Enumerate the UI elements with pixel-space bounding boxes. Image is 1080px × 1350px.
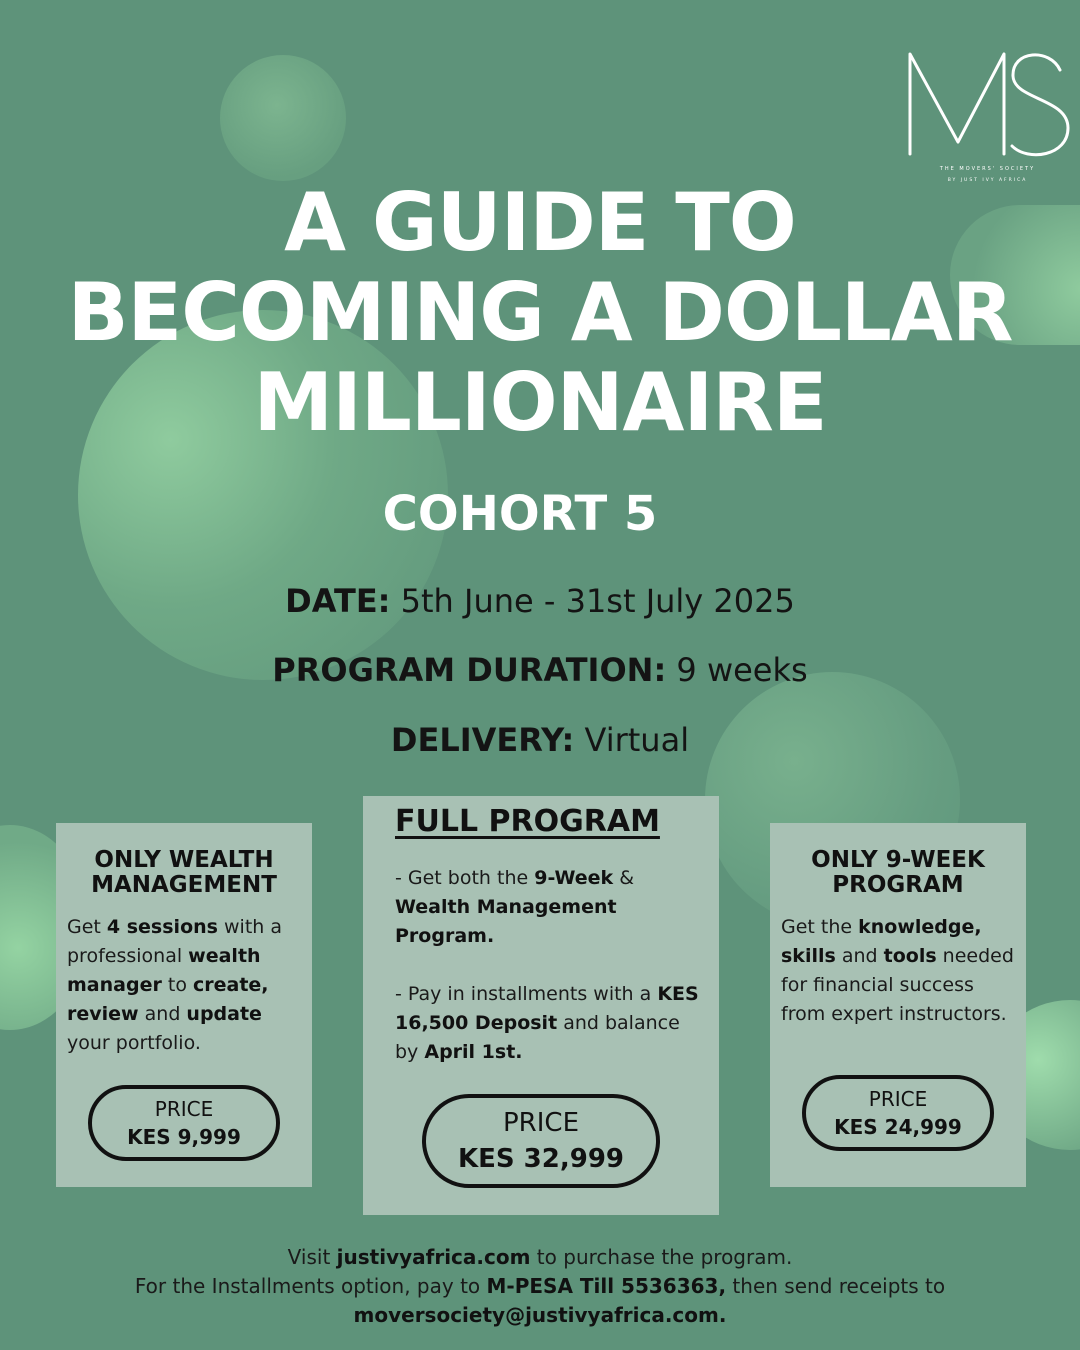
text: & [613,867,635,889]
footer [0,1243,1080,1330]
bold-text: knowledge, skills [781,916,982,967]
logo-subcaption: BY JUST IVY AFRICA [947,178,1028,183]
footer-line [0,1301,1080,1330]
title-line: BECOMING A DOLLAR [67,266,1013,359]
decorative-bubble [220,55,346,181]
email-link[interactable]: moversociety@justivyafrica.com. [353,1303,727,1327]
bold-text: April 1st. [424,1041,523,1063]
bold-text: KES 16,500 Deposit [395,983,699,1034]
bold-text: tools [883,945,937,967]
price-amount: KES 32,999 [457,1144,625,1174]
price-label: PRICE [154,1097,214,1121]
bold-text: wealth manager [67,945,261,996]
price-badge [802,1075,994,1151]
nine-week-program-card [770,823,1026,1187]
date-value: 5th June - 31st July 2025 [390,582,795,620]
text: For the Installments option, pay to [134,1274,487,1298]
paragraph [395,980,705,1067]
price-label: PRICE [503,1108,579,1138]
date-label: DATE: [285,582,391,620]
bold-text: 9-Week [534,867,614,889]
mpesa-till: M-PESA Till 5536363, [486,1274,727,1298]
card-title-line: ONLY 9-WEEK [811,847,985,873]
card-title: FULL PROGRAM [395,804,660,839]
spacer [395,951,705,980]
card-title [56,848,312,898]
logo-caption: THE MOVERS' SOCIETY [939,166,1036,172]
card-title-line: MANAGEMENT [91,872,277,898]
bold-text: Wealth Management Program. [395,896,617,947]
price-label: PRICE [868,1087,928,1111]
movers-society-logo [900,42,1075,192]
delivery-label: DELIVERY: [390,721,575,759]
card-description [781,913,1021,1029]
delivery-value: Virtual [574,721,690,759]
bold-text: create, review [67,974,269,1025]
text: and [138,1003,187,1025]
wealth-management-card [56,823,312,1187]
card-description [395,864,705,1067]
card-description [67,913,307,1058]
paragraph [395,864,705,951]
card-title-line: ONLY WEALTH [94,847,274,873]
text: and balance by [395,1012,680,1063]
text: Visit [287,1245,337,1269]
title-line: A GUIDE TO [284,176,796,269]
full-program-card [363,796,719,1215]
price-amount: KES 9,999 [127,1125,241,1149]
title-line: MILLIONAIRE [253,356,827,449]
cohort-heading: COHORT 5 [382,486,658,542]
text: and [835,945,884,967]
bold-text: update [186,1003,262,1025]
website-link[interactable]: justivyafrica.com [336,1245,531,1269]
price-badge [422,1094,660,1188]
ms-monogram-icon [900,42,1075,162]
text: Get [67,916,107,938]
text: your portfolio. [67,1032,201,1054]
text: to [161,974,193,996]
text: - Get both the [395,867,535,889]
text: Get the [781,916,859,938]
footer-line [0,1272,1080,1301]
footer-line [0,1243,1080,1272]
price-badge [88,1085,280,1161]
delivery-row [0,721,1080,759]
date-row [0,582,1080,620]
bold-text: 4 sessions [106,916,218,938]
text: - Pay in installments with a [395,983,658,1005]
text: with a professional [67,916,283,967]
text: to purchase the program. [530,1245,793,1269]
text: needed for financial success from expert instructors. [781,945,1014,1025]
card-title-line: PROGRAM [832,872,964,898]
duration-row [0,651,1080,689]
card-title [770,848,1026,898]
duration-label: PROGRAM DURATION: [272,651,667,689]
duration-value: 9 weeks [666,651,808,689]
text: then send receipts to [726,1274,946,1298]
price-amount: KES 24,999 [834,1115,962,1139]
page-title [0,178,1080,448]
